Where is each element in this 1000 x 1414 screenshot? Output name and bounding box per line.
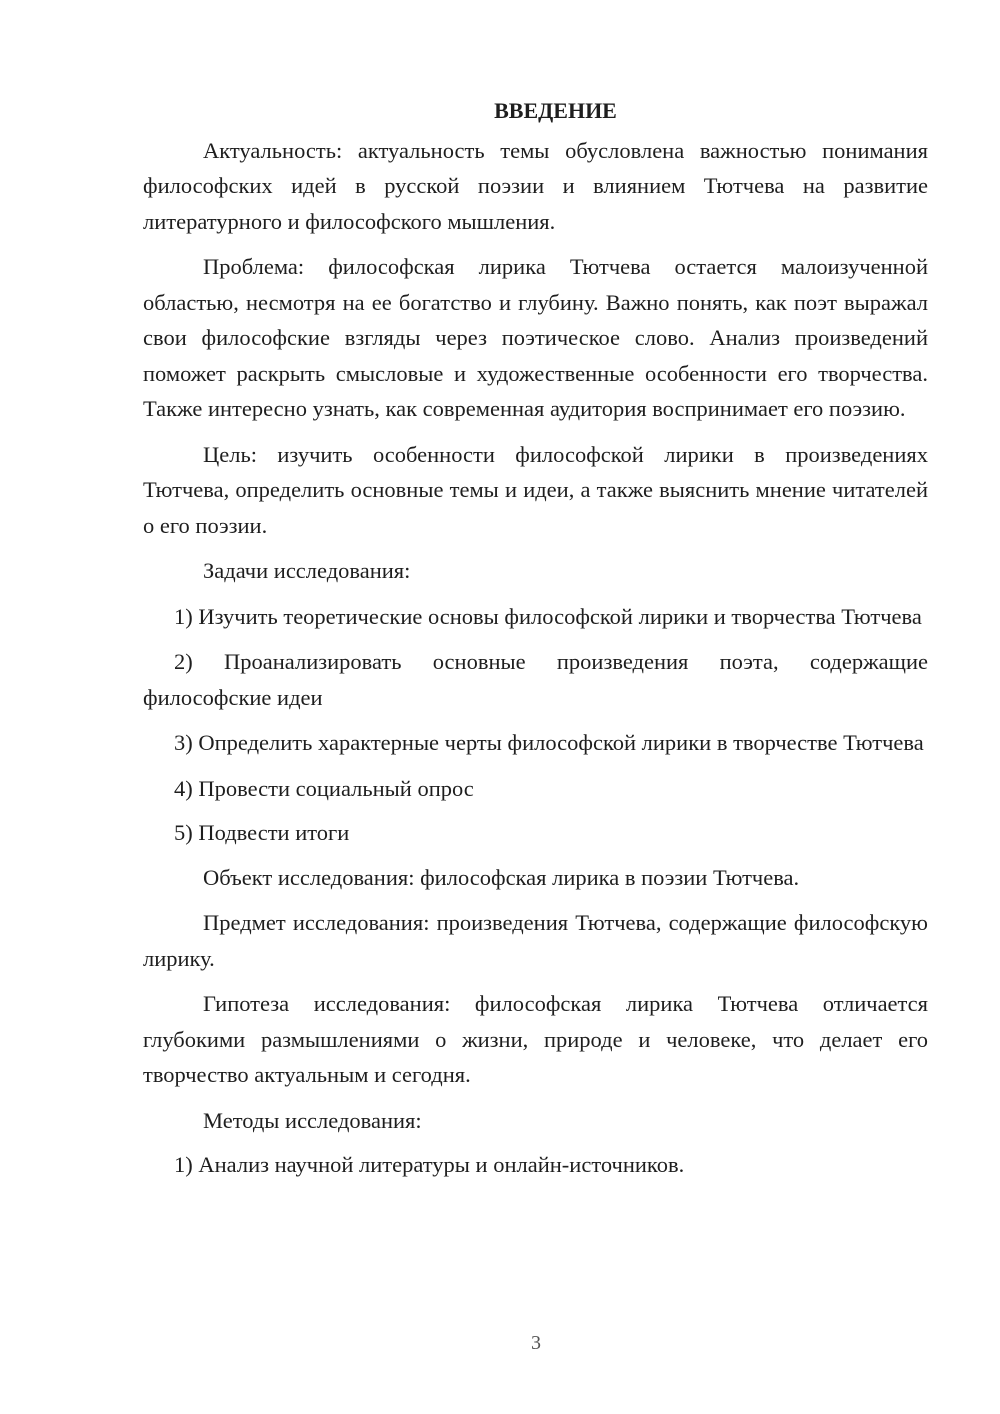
task-item-4: 4) Провести социальный опрос bbox=[174, 775, 474, 801]
method-item-1: 1) Анализ научной литературы и онлайн-источников. bbox=[174, 1152, 685, 1177]
paragraph-subject: Предмет исследования: произведения Тютчева, содержащие философскую лирику. bbox=[143, 910, 928, 971]
tasks-heading: Задачи исследования: bbox=[203, 558, 411, 583]
task-item-1: 1) Изучить теоретические основы философской лирики и творчества Тютчева bbox=[174, 603, 922, 629]
paragraph-problem: Проблема: философская лирика Тютчева остается малоизученной областью, несмотря на ее богатство и глубину. Важно понять, как поэт выражал свои философские взгляды через поэтическое слово. Анализ произведений поможет раскрыть смысловые и художественные особенности его творчества. Также интересно узнать, как современная аудитория воспринимает его поэзию. bbox=[143, 254, 928, 421]
task-item-5: 5) Подвести итоги bbox=[174, 820, 350, 845]
paragraph-relevance: Актуальность: актуальность темы обусловлена важностью понимания философских идей в русской поэзии и влиянием Тютчева на развитие литературного и философского мышления. bbox=[143, 137, 928, 234]
paragraph-hypothesis: Гипотеза исследования: философская лирика Тютчева отличается глубокими размышлениями о жизни, природе и человеке, что делает его творчество актуальным и сегодня. bbox=[143, 991, 928, 1087]
methods-heading: Методы исследования: bbox=[203, 1107, 422, 1133]
page-number: 3 bbox=[531, 1332, 541, 1354]
paragraph-object: Объект исследования: философская лирика в поэзии Тютчева. bbox=[203, 864, 800, 890]
paragraph-goal: Цель: изучить особенности философской лирики в произведениях Тютчева, определить основные темы и идеи, а также выяснить мнение читателей о его поэзии. bbox=[143, 441, 928, 538]
task-item-2: 2) Проанализировать основные произведения поэта, содержащие философские идеи bbox=[143, 649, 928, 710]
page-body bbox=[143, 93, 928, 1183]
section-title: ВВЕДЕНИЕ bbox=[494, 98, 617, 123]
task-item-3: 3) Определить характерные черты философской лирики в творчестве Тютчева bbox=[174, 730, 924, 755]
